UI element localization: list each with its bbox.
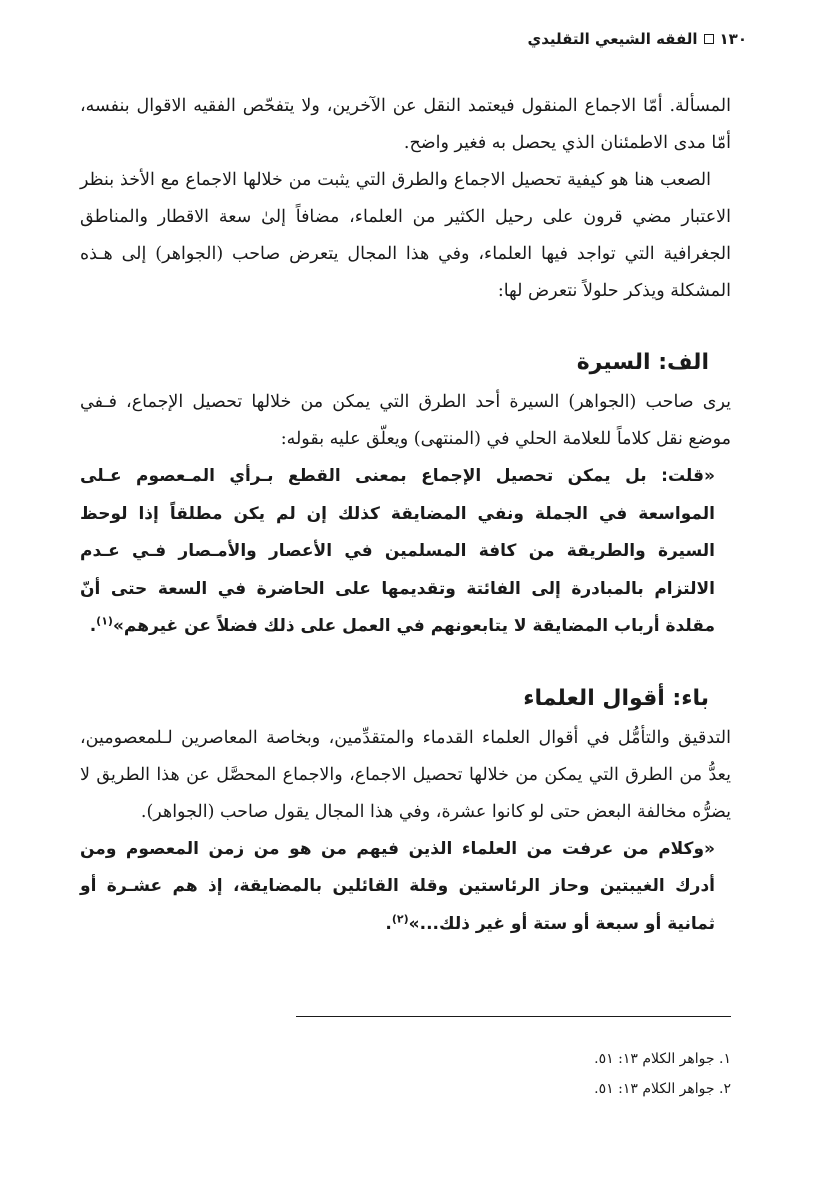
quotation-2 <box>80 831 731 944</box>
quotation-2-end: . <box>385 913 392 934</box>
square-separator-icon <box>704 34 714 44</box>
quotation-1-end: . <box>89 616 97 636</box>
quotation-1 <box>80 458 731 646</box>
section-heading-aqwal: باء: أقوال العلماء <box>523 685 709 711</box>
paragraph-1: المسألة. أمّا الاجماع المنقول فيعتمد النقل عن الآخرين، ولا يتفحّص الفقيه الاقوال بنفسه، أمّا مدى الاطمئنان الذي يحصل به فغير واضح. <box>80 96 731 153</box>
running-header <box>80 30 747 48</box>
footnote-ref-1: (١) <box>96 614 113 628</box>
quotation-2-text: «وكلام من عرفت من العلماء الذين فيهم من هو من زمن المعصوم ومن أدرك الغيبتين وحاز الرئاستين وقلة القائلين بالمضايقة، إذ هم عشـرة أو ثمانية أو سبعة أو ستة أو غير ذلك...» <box>80 838 715 934</box>
running-title: الفقه الشيعي التقليدي <box>527 30 698 48</box>
paragraph-4: التدقيق والتأمُّل في أقوال العلماء القدماء والمتقدِّمين، وبخاصة المعاصرين لـلمعصومين، يعدُّ من الطرق التي يمكن من خلالها تحصيل الاجماع، والاجماع المحصَّل عن هذا الطريق لا يضرُّه مخالفة البعض حتى لو كانوا عشرة، وفي هذا المجال يقول صاحب (الجواهر). <box>80 727 731 822</box>
main-text <box>80 88 731 943</box>
footnote-ref-2: (٢) <box>391 911 409 925</box>
footnote-2: ٢. جواهر الكلام ١٣: ٥١. <box>594 1081 731 1097</box>
paragraph-2: الصعب هنا هو كيفية تحصيل الاجماع والطرق التي يثبت من خلالها الاجماع مع الأخذ بنظر الاعتبار مضي قرون على رحيل الكثير من العلماء، مضافاً إلىٰ سعة الاقطار والمناطق الجغرافية التي تواجد فيها العلماء، وفي هذا المجال يتعرض صاحب (الجواهر) إلى هـذه المشكلة ويذكر حلولاً نتعرض لها: <box>80 170 731 301</box>
section-heading-sira: الف: السيرة <box>576 350 709 375</box>
footnote-1: ١. جواهر الكلام ١٣: ٥١. <box>594 1051 731 1067</box>
quotation-1-text: «قلت: بل يمكن تحصيل الإجماع بمعنى القطع بـرأي المـعصوم عـلى المواسعة في الجملة ونفي المضايقة كذلك إن لم يكن مطلقاً إذا لوحظ السيرة والطريقة من كافة المسلمين في الأعصار والأمـصار فـي عـدم الالتزام بالمبادرة إلى الفائتة وتقديمها على الحاضرة في السعة حتى أنّ مقلدة أرباب المضايقة لا يتابعونهم في العمل على ذلك فضلاً عن غيرهم» <box>80 466 715 636</box>
footnotes <box>80 1044 731 1104</box>
footnote-divider <box>296 1016 731 1017</box>
paragraph-3: يرى صاحب (الجواهر) السيرة أحد الطرق التي يمكن من خلالها تحصيل الإجماع، فـفي موضع نقل كلاماً للعلامة الحلي في (المنتهى) ويعلّق عليه بقوله: <box>80 392 731 449</box>
page-number: ١٣٠ <box>719 30 747 48</box>
